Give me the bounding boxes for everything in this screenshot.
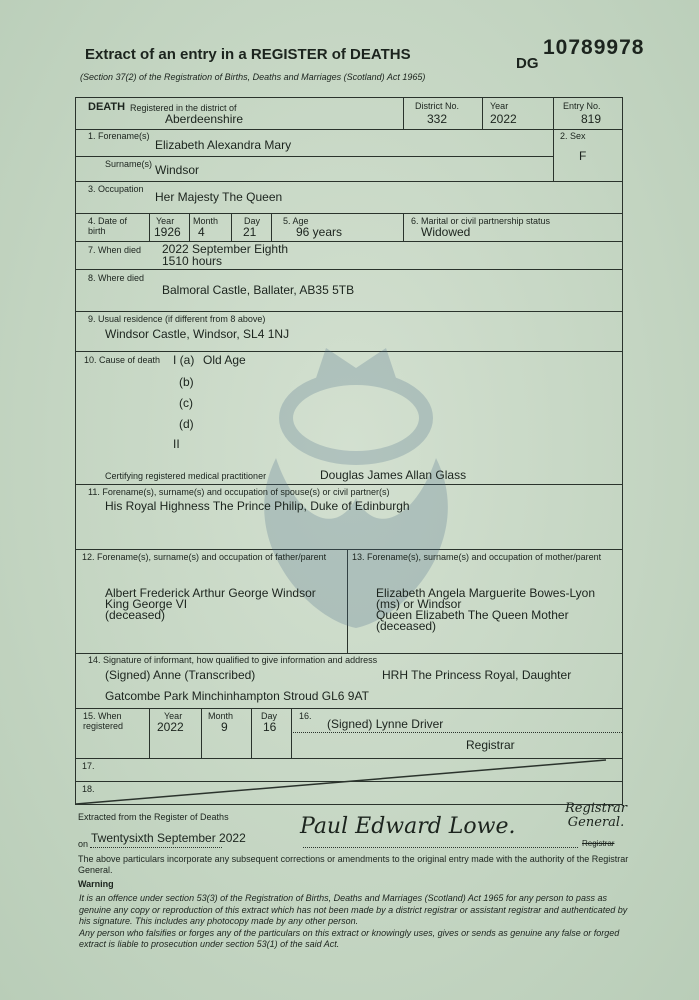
informant-address: Gatcombe Park Minchinhampton Stroud GL6 9AT <box>105 689 369 703</box>
registrar-struck-label: Registrar <box>582 839 615 848</box>
marital-value: Widowed <box>421 225 471 239</box>
mother-line-4: (deceased) <box>376 619 437 633</box>
cause-b-label: (b) <box>179 375 194 389</box>
surname-value: Windsor <box>155 163 200 177</box>
year-label: Year <box>490 101 509 111</box>
informant-label: 14. Signature of informant, how qualified to give information and address <box>88 655 378 665</box>
particulars-note: The above particulars incorporate any subsequent corrections or amendments to the original entry made with the authority of the Registrar General. <box>78 854 629 875</box>
registrar-signed: (Signed) Lynne Driver <box>327 717 444 731</box>
entry-no-value: 819 <box>581 112 602 126</box>
warning-paragraph-2: Any person who falsifies or forges any of the particulars on this extract or knowingly uses, gives or sends as genuine any false or forged extract is liable to prosecution under section 53(1) of the said Act. <box>79 927 620 949</box>
spouse-label: 11. Forename(s), surname(s) and occupation of spouse(s) or civil partner(s) <box>88 487 390 497</box>
warning-title: Warning <box>78 879 114 889</box>
father-line-1: Albert Frederick Arthur George Windsor <box>105 586 316 600</box>
surname-label: Surname(s) <box>105 159 153 169</box>
void-strike-line <box>76 758 622 804</box>
register-entry-form <box>75 97 623 805</box>
cause-ia-value: Old Age <box>203 353 246 367</box>
informant-qualification: HRH The Princess Royal, Daughter <box>382 668 572 682</box>
district-label: Registered in the district of <box>130 103 237 113</box>
cause-ia-label: I (a) <box>173 353 195 367</box>
dob-label: 4. Date of birth <box>88 216 128 236</box>
where-died-label: 8. Where died <box>88 273 145 283</box>
year-value: 2022 <box>490 112 517 126</box>
cause-c-label: (c) <box>179 396 193 410</box>
reg-day-value: 16 <box>263 720 277 734</box>
cause-label: 10. Cause of death <box>84 355 161 365</box>
registered-label: 15. When registered <box>83 711 124 731</box>
series-code: DG <box>516 55 539 72</box>
when-died-time: 1510 hours <box>162 254 223 268</box>
field18-label: 18. <box>82 784 95 794</box>
field17-label: 17. <box>82 761 95 771</box>
age-value: 96 years <box>296 225 343 239</box>
spouse-value: His Royal Highness The Prince Philip, Duke of Edinburgh <box>105 499 410 513</box>
sex-value: F <box>579 149 587 163</box>
father-label: 12. Forename(s), surname(s) and occupation of father/parent <box>82 552 327 562</box>
father-line-2: King George VI <box>105 597 188 611</box>
certifying-label: Certifying registered medical practitioner <box>105 471 267 481</box>
entry-no-label: Entry No. <box>563 101 601 111</box>
reg-year-label: Year <box>164 711 183 721</box>
reg-month-label: Month <box>208 711 234 721</box>
age-label: 5. Age <box>283 216 309 226</box>
dob-day-value: 21 <box>243 225 257 239</box>
dob-month-label: Month <box>193 216 219 226</box>
extracted-label: Extracted from the Register of Deaths <box>78 812 229 822</box>
forename-value: Elizabeth Alexandra Mary <box>155 138 292 152</box>
mother-line-3: Queen Elizabeth The Queen Mother <box>376 608 569 622</box>
cause-d-label: (d) <box>179 417 194 431</box>
document-subtitle: (Section 37(2) of the Registration of Births, Deaths and Marriages (Scotland) Act 1965) <box>80 72 426 82</box>
reg-year-value: 2022 <box>157 720 184 734</box>
field16-label: 16. <box>299 711 312 721</box>
residence-label: 9. Usual residence (if different from 8 above) <box>88 314 266 324</box>
district-no-value: 332 <box>427 112 448 126</box>
sex-label: 2. Sex <box>560 131 586 141</box>
registrar-general-signature: Paul Edward Lowe. <box>300 814 516 839</box>
death-label: DEATH <box>88 101 126 113</box>
mother-line-1: Elizabeth Angela Marguerite Bowes-Lyon <box>376 586 596 600</box>
father-line-3: (deceased) <box>105 608 166 622</box>
when-died-label: 7. When died <box>88 245 142 255</box>
informant-signed: (Signed) Anne (Transcribed) <box>105 668 256 682</box>
dob-month-value: 4 <box>198 225 205 239</box>
warning-text <box>79 893 639 951</box>
on-label: on <box>78 839 89 849</box>
cause-ii-label: II <box>173 437 180 451</box>
serial-number: 10789978 <box>543 36 645 59</box>
dob-day-label: Day <box>244 216 261 226</box>
registrar-label: Registrar <box>466 738 515 752</box>
district-value: Aberdeenshire <box>165 112 244 126</box>
certifying-value: Douglas James Allan Glass <box>320 468 467 482</box>
occupation-label: 3. Occupation <box>88 184 144 194</box>
dob-year-value: 1926 <box>154 225 181 239</box>
district-no-label: District No. <box>415 101 460 111</box>
marital-label: 6. Marital or civil partnership status <box>411 216 551 226</box>
extract-date: Twentysixth September 2022 <box>91 831 246 845</box>
where-died-value: Balmoral Castle, Ballater, AB35 5TB <box>162 283 355 297</box>
dob-year-label: Year <box>156 216 175 226</box>
mother-line-2: (ms) or Windsor <box>376 597 462 611</box>
reg-day-label: Day <box>261 711 278 721</box>
warning-paragraph-1: It is an offence under section 53(3) of the Registration of Births, Deaths and Marriages (Scotland) Act 1965 for any person to pass as genuine any copy or reproduction of this extract which has not been made by a district registrar or assistant registrar and authenticated by his signature. This includes any photocopy made by any other person. <box>79 893 628 926</box>
occupation-value: Her Majesty The Queen <box>155 190 283 204</box>
forename-label: 1. Forename(s) <box>88 131 150 141</box>
residence-value: Windsor Castle, Windsor, SL4 1NJ <box>105 327 290 341</box>
document-title: Extract of an entry in a REGISTER of DEATHS <box>85 46 411 63</box>
signature-title: Registrar General. <box>564 801 628 830</box>
reg-month-value: 9 <box>221 720 228 734</box>
mother-label: 13. Forename(s), surname(s) and occupation of mother/parent <box>352 552 602 562</box>
when-died-date: 2022 September Eighth <box>162 242 289 256</box>
